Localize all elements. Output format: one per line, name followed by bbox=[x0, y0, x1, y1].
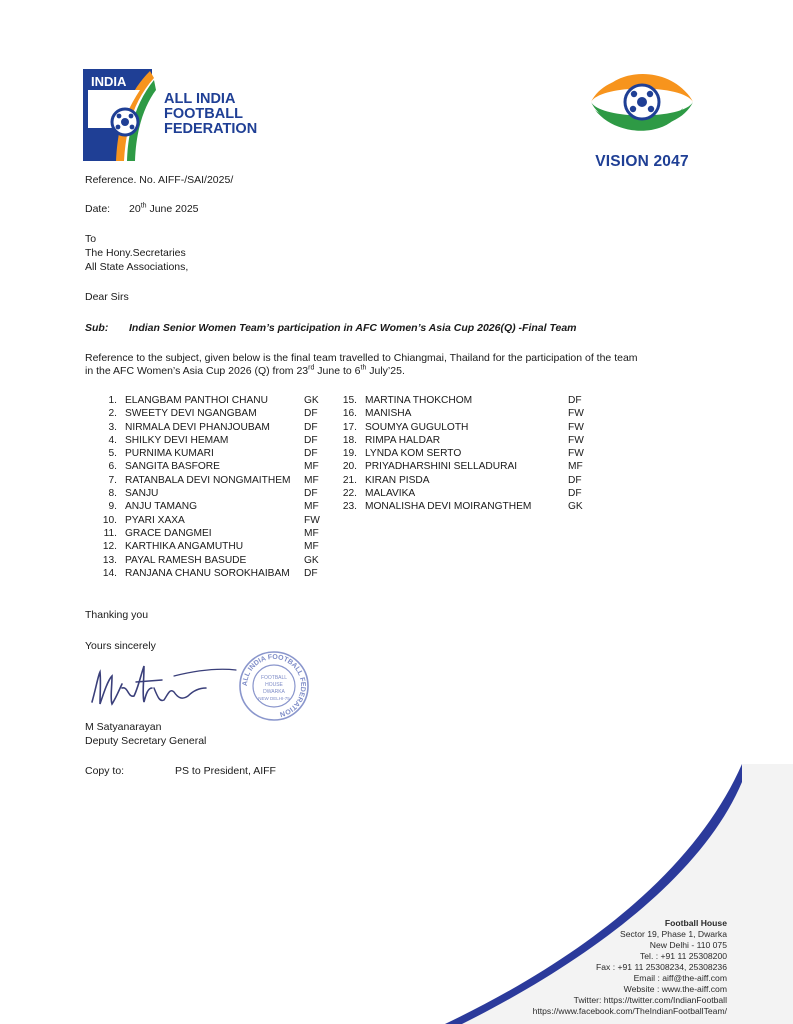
player-row bbox=[95, 394, 335, 407]
signatory-title: Deputy Secretary General bbox=[85, 735, 207, 747]
address-line-2: All State Associations, bbox=[85, 261, 189, 273]
player-number: 3. bbox=[108, 421, 117, 433]
player-number: 9. bbox=[108, 501, 117, 513]
player-row bbox=[335, 474, 595, 487]
player-row bbox=[335, 460, 595, 473]
player-position: FW bbox=[568, 408, 584, 420]
player-name: RIMPA HALDAR bbox=[365, 434, 441, 446]
reference-number: Reference. No. AIFF-/SAI/2025/ bbox=[85, 174, 234, 186]
to-label: To bbox=[85, 233, 97, 245]
player-position: DF bbox=[304, 408, 318, 420]
player-row bbox=[95, 460, 335, 473]
player-row bbox=[335, 421, 595, 434]
player-number: 6. bbox=[108, 461, 117, 473]
player-number: 7. bbox=[108, 474, 117, 486]
player-row bbox=[95, 474, 335, 487]
player-name: ELANGBAM PANTHOI CHANU bbox=[125, 395, 269, 406]
player-name: RANJANA CHANU SOROKHAIBAM bbox=[125, 567, 290, 579]
player-name: RATANBALA DEVI NONGMAITHEM bbox=[125, 474, 291, 486]
logo-india-text: INDIA bbox=[91, 74, 127, 89]
player-row bbox=[95, 407, 335, 420]
player-position: FW bbox=[568, 421, 584, 433]
footer-line: Fax : +91 11 25308234, 25308236 bbox=[595, 962, 727, 972]
org-name-line-2: FOOTBALL bbox=[164, 106, 243, 122]
org-name-line-1: ALL INDIA bbox=[164, 91, 236, 107]
player-row bbox=[95, 447, 335, 460]
player-name: KIRAN PISDA bbox=[365, 474, 430, 486]
paragraph-text-c: July’25. bbox=[366, 365, 405, 377]
player-number: 23. bbox=[342, 501, 357, 513]
footer-line: Email : aiff@the-aiff.com bbox=[633, 973, 727, 983]
player-position: FW bbox=[568, 448, 584, 460]
player-position: MF bbox=[304, 527, 319, 539]
player-position: FW bbox=[568, 434, 584, 446]
player-position: MF bbox=[304, 541, 319, 553]
player-row bbox=[95, 500, 335, 513]
player-name: MANISHA bbox=[365, 408, 412, 420]
federation-seal-stamp bbox=[238, 650, 310, 722]
date-label: Date: bbox=[85, 203, 111, 215]
player-row bbox=[335, 407, 595, 420]
player-name: PURNIMA KUMARI bbox=[125, 448, 214, 460]
paragraph-sup-1: rd bbox=[308, 364, 315, 372]
player-number: 22. bbox=[342, 488, 357, 500]
paragraph-line-1: Reference to the subject, given below is the final team travelled to Chiangmai, Thailand for the participation of the team bbox=[85, 352, 638, 364]
seal-inner-line-1: FOOTBALL bbox=[260, 675, 288, 681]
footer-line: Website : www.the-aiff.com bbox=[623, 984, 727, 994]
date-suffix: th bbox=[140, 202, 147, 210]
player-position: DF bbox=[304, 421, 318, 433]
player-number: 18. bbox=[342, 434, 357, 446]
copy-to-label: Copy to: bbox=[85, 765, 125, 777]
closing-line: Yours sincerely bbox=[85, 640, 156, 652]
player-position: DF bbox=[568, 488, 582, 500]
player-row bbox=[95, 434, 335, 447]
address-line-1: The Hony.Secretaries bbox=[85, 247, 186, 259]
subject-label: Sub: bbox=[85, 322, 109, 334]
player-number: 17. bbox=[342, 421, 357, 433]
player-row bbox=[335, 447, 595, 460]
player-position: DF bbox=[304, 448, 318, 460]
player-position: MF bbox=[304, 474, 319, 486]
footer-line: Football House bbox=[664, 918, 727, 928]
player-name: SANGITA BASFORE bbox=[125, 461, 220, 473]
player-number: 11. bbox=[103, 527, 117, 539]
player-position: DF bbox=[568, 395, 582, 406]
player-row bbox=[95, 554, 335, 567]
player-row bbox=[95, 487, 335, 500]
vision-2047-logo bbox=[587, 62, 697, 142]
player-number: 13. bbox=[102, 554, 117, 566]
player-number: 16. bbox=[342, 408, 357, 420]
signatory-name: M Satyanarayan bbox=[85, 721, 162, 733]
paragraph-line-2 bbox=[85, 365, 405, 378]
thanking-line: Thanking you bbox=[85, 609, 149, 621]
subject-text: Indian Senior Women Team’s participation in AFC Women’s Asia Cup 2026(Q) -Final Team bbox=[129, 322, 577, 334]
footer-line: Twitter: https://twitter.com/IndianFootball bbox=[573, 995, 727, 1005]
player-position: MF bbox=[304, 501, 319, 513]
paragraph-text-a: in the AFC Women’s Asia Cup 2026 (Q) from 23 bbox=[85, 365, 309, 377]
org-name-line-3: FEDERATION bbox=[164, 121, 258, 137]
player-row bbox=[335, 500, 595, 513]
player-number: 8. bbox=[108, 488, 117, 500]
player-position: GK bbox=[304, 554, 319, 566]
org-name bbox=[164, 92, 257, 137]
player-position: GK bbox=[304, 395, 319, 406]
player-row bbox=[95, 527, 335, 540]
player-number: 5. bbox=[108, 448, 117, 460]
player-row bbox=[95, 567, 335, 580]
player-name: SHILKY DEVI HEMAM bbox=[125, 434, 229, 446]
player-number: 10. bbox=[102, 514, 117, 526]
seal-outer-text: ALL INDIA FOOTBALL FEDERATION bbox=[241, 653, 307, 718]
player-position: MF bbox=[568, 461, 583, 473]
player-row bbox=[95, 540, 335, 553]
player-position: FW bbox=[304, 514, 320, 526]
player-name: SWEETY DEVI NGANGBAM bbox=[125, 408, 257, 420]
player-number: 20. bbox=[342, 461, 357, 473]
player-position: GK bbox=[568, 501, 583, 513]
handwritten-signature bbox=[88, 658, 238, 718]
player-number: 12. bbox=[102, 541, 117, 553]
date-day: 20 bbox=[129, 203, 141, 215]
player-position: DF bbox=[568, 474, 582, 486]
footer-line: https://www.facebook.com/TheIndianFootballTeam/ bbox=[532, 1006, 727, 1016]
player-name: GRACE DANGMEI bbox=[125, 527, 212, 539]
player-name: NIRMALA DEVI PHANJOUBAM bbox=[125, 421, 270, 433]
footer-line: Sector 19, Phase 1, Dwarka bbox=[620, 929, 727, 939]
player-row bbox=[335, 434, 595, 447]
date-rest: June 2025 bbox=[146, 203, 199, 215]
player-position: DF bbox=[304, 434, 318, 446]
player-number: 21. bbox=[342, 474, 357, 486]
date-value bbox=[129, 203, 199, 216]
player-name: PRIYADHARSHINI SELLADURAI bbox=[365, 461, 518, 473]
player-number: 14. bbox=[102, 567, 117, 579]
team-list-right bbox=[335, 394, 595, 514]
team-list-left bbox=[95, 394, 335, 580]
player-row bbox=[95, 421, 335, 434]
vision-2047-text: VISION 2047 bbox=[595, 153, 689, 170]
seal-inner-line-2: HOUSE bbox=[265, 682, 283, 688]
player-name: SANJU bbox=[125, 488, 159, 500]
player-name: PYARI XAXA bbox=[125, 514, 185, 526]
player-row bbox=[335, 394, 595, 407]
paragraph-text-b: June to 6 bbox=[314, 365, 361, 377]
player-number: 2. bbox=[108, 408, 117, 420]
player-name: MALAVIKA bbox=[365, 488, 416, 500]
salutation: Dear Sirs bbox=[85, 291, 129, 303]
player-number: 15. bbox=[342, 395, 357, 406]
paragraph-sup-2: th bbox=[360, 364, 367, 372]
player-name: KARTHIKA ANGAMUTHU bbox=[125, 541, 244, 553]
player-name: LYNDA KOM SERTO bbox=[365, 448, 462, 460]
seal-inner-line-3: DWARKA bbox=[263, 689, 285, 695]
player-name: ANJU TAMANG bbox=[125, 501, 198, 513]
player-name: MONALISHA DEVI MOIRANGTHEM bbox=[365, 501, 532, 513]
player-number: 19. bbox=[342, 448, 357, 460]
seal-inner-line-4: NEW DELHI-75 bbox=[258, 696, 290, 701]
player-name: PAYAL RAMESH BASUDE bbox=[125, 554, 247, 566]
player-position: DF bbox=[304, 488, 318, 500]
footer-line: Tel. : +91 11 25308200 bbox=[639, 951, 727, 961]
player-number: 4. bbox=[108, 434, 117, 446]
footer-contact-block bbox=[533, 918, 727, 1017]
player-position: MF bbox=[304, 461, 319, 473]
footer-line: New Delhi - 110 075 bbox=[649, 940, 727, 950]
player-row bbox=[95, 514, 335, 527]
player-name: SOUMYA GUGULOTH bbox=[365, 421, 469, 433]
player-position: DF bbox=[304, 567, 318, 579]
player-number: 1. bbox=[108, 395, 117, 406]
copy-to-value: PS to President, AIFF bbox=[175, 765, 276, 777]
player-name: MARTINA THOKCHOM bbox=[365, 395, 473, 406]
player-row bbox=[335, 487, 595, 500]
